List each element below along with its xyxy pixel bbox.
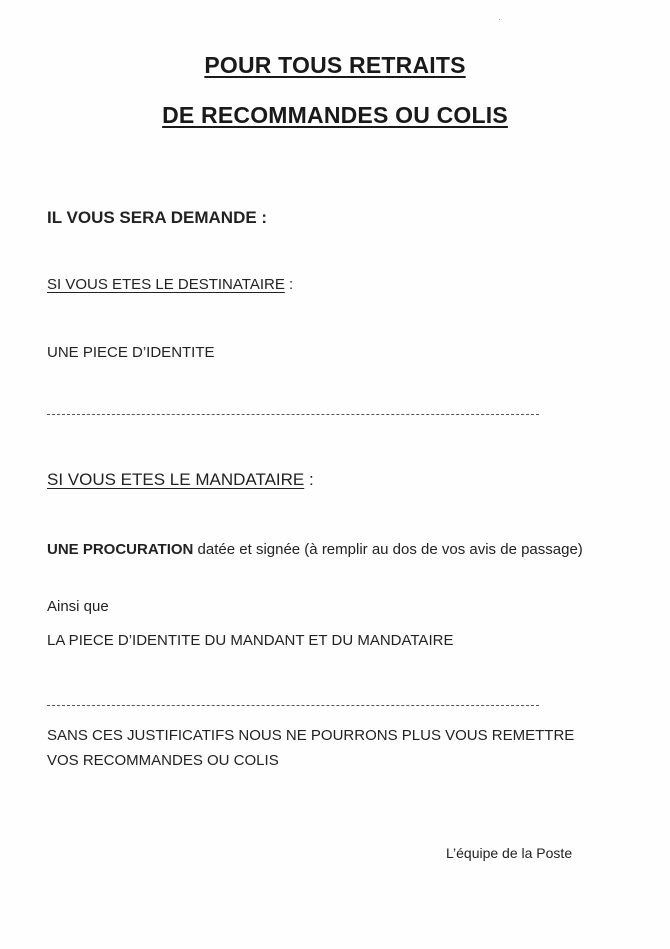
title-line-2: DE RECOMMANDES OU COLIS bbox=[162, 102, 508, 128]
signature: L’équipe de la Poste bbox=[446, 845, 573, 861]
scan-speck bbox=[499, 19, 500, 20]
mandataire-heading-colon: : bbox=[304, 470, 314, 489]
intro-heading: IL VOUS SERA DEMANDE : bbox=[47, 208, 268, 227]
mandataire-heading bbox=[47, 470, 314, 490]
mandataire-heading-label: SI VOUS ETES LE MANDATAIRE bbox=[47, 470, 305, 489]
ainsi-que: Ainsi que bbox=[47, 598, 109, 615]
destinataire-heading-label: SI VOUS ETES LE DESTINATAIRE bbox=[47, 276, 285, 293]
procuration-bold: UNE PROCURATION bbox=[47, 541, 194, 558]
separator-1 bbox=[47, 414, 539, 415]
destinataire-requirement: UNE PIECE D’IDENTITE bbox=[47, 344, 215, 361]
warning-line-2: VOS RECOMMANDES OU COLIS bbox=[47, 752, 279, 769]
destinataire-heading-colon: : bbox=[284, 276, 294, 293]
pieces-identite: LA PIECE D’IDENTITE DU MANDANT ET DU MANDATAIRE bbox=[47, 632, 454, 649]
title-line-1: POUR TOUS RETRAITS bbox=[204, 52, 466, 78]
procuration-text: datée et signée (à remplir au dos de vos avis de passage) bbox=[193, 541, 583, 558]
separator-2 bbox=[47, 705, 539, 706]
warning-line-1: SANS CES JUSTIFICATIFS NOUS NE POURRONS PLUS VOUS REMETTRE bbox=[47, 727, 575, 744]
procuration-paragraph bbox=[47, 537, 607, 562]
destinataire-heading bbox=[47, 276, 293, 293]
